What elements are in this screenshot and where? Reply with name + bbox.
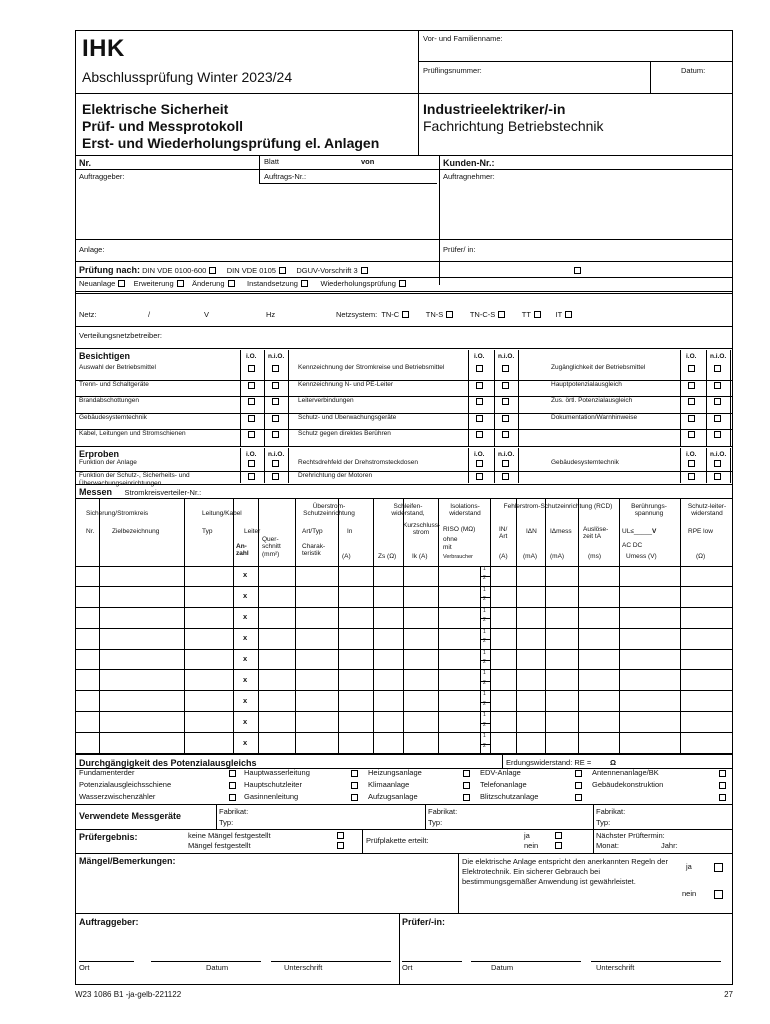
pruefer-label: Prüfer/ in: bbox=[443, 245, 476, 254]
von-label: von bbox=[361, 157, 375, 166]
h-querschnitt: Quer-schnitt (mm²) bbox=[262, 536, 281, 558]
geraet1-typ: Typ: bbox=[219, 818, 234, 827]
messen-header: Sicherung/Stromkreis Leitung/Kabel Überstrom-Schutzeinrichtung Schleifen-widerstand, Isolations-widerstand Fehlerstrom-Schutzeinrichtung (RCD) Berührungs-spannung Schutz-leiter-widerstand Nr. Zielbezeichnung Typ Leiter An-zahl Quer-schnitt (mm²) Art/Typ Charak-teristik In (A) Kurzschluss-strom Zs (Ω) Ik (A) RISO (MΩ) ohne mit Verbraucher IN/ Art (A) IΔN (mA) IΔmess (mA) Auslöse-zeit tA (ms) UL≤_____V AC DC Umess (V) RPE low (Ω) bbox=[76, 498, 733, 566]
vnb-label: Verteilungsnetzbetreiber: bbox=[79, 331, 162, 340]
job-title: Industrieelektriker/-in bbox=[423, 101, 566, 117]
erproben-item: Funktion der Schutz-, Sicherheits- und Überwachungseinrichtungen bbox=[79, 472, 190, 487]
netzsystem-label: Netzsystem: bbox=[336, 310, 378, 319]
besichtigen-io-checkbox[interactable] bbox=[476, 398, 483, 405]
besichtigen-io-checkbox[interactable] bbox=[688, 415, 695, 422]
h-acdc: AC DC bbox=[622, 542, 643, 549]
row-x-marker: x bbox=[243, 674, 248, 684]
wiederholung-checkbox[interactable] bbox=[399, 280, 406, 287]
erproben-item: Funktion der Anlage bbox=[79, 459, 137, 466]
sig2-ort: Ort bbox=[402, 963, 413, 972]
h-rpe-unit: (Ω) bbox=[696, 553, 706, 560]
h-rpe: RPE low bbox=[688, 528, 713, 535]
h-typ: Typ bbox=[202, 528, 213, 535]
besichtigen-nio-checkbox[interactable] bbox=[502, 398, 509, 405]
plakette-nein-checkbox[interactable] bbox=[555, 842, 562, 849]
potential-item-2-0: Heizungsanlage bbox=[368, 768, 422, 777]
h-umess: Umess (V) bbox=[626, 553, 657, 560]
potential-checkbox-0-1[interactable] bbox=[229, 782, 236, 789]
plakette-label: Prüfplakette erteilt: bbox=[366, 836, 429, 845]
besichtigen-nio-checkbox[interactable] bbox=[714, 398, 721, 405]
page-number: 27 bbox=[724, 990, 733, 999]
sig1-unterschrift: Unterschrift bbox=[284, 963, 323, 972]
compliance-nein-checkbox[interactable] bbox=[714, 890, 723, 899]
extra-norm-checkbox[interactable] bbox=[574, 267, 581, 274]
potential-checkbox-1-1[interactable] bbox=[351, 782, 358, 789]
h-idn-unit: (mA) bbox=[523, 553, 538, 560]
sig1-ort: Ort bbox=[79, 963, 90, 972]
riso-mit-index: 2 bbox=[483, 638, 486, 645]
besichtigen-io-header-0: i.O. bbox=[246, 353, 257, 360]
potential-checkbox-3-2[interactable] bbox=[575, 794, 582, 801]
type-wiederholung: Wiederholungsprüfung bbox=[320, 279, 396, 288]
riso-ohne-index: 1 bbox=[483, 607, 486, 614]
h-ul: UL≤ bbox=[622, 528, 634, 535]
potential-checkbox-0-2[interactable] bbox=[229, 794, 236, 801]
potential-checkbox-1-2[interactable] bbox=[351, 794, 358, 801]
row-x-marker: x bbox=[243, 612, 248, 622]
potential-item-0-2: Wasserzwischenzähler bbox=[79, 792, 156, 801]
riso-mit-index: 2 bbox=[483, 575, 486, 582]
besichtigen-nio-header-1: n.i.O. bbox=[498, 353, 515, 360]
erproben-io-header-1: i.O. bbox=[474, 451, 485, 458]
potential-checkbox-3-0[interactable] bbox=[575, 770, 582, 777]
compliance-ja: ja bbox=[686, 862, 692, 871]
potential-checkbox-2-2[interactable] bbox=[463, 794, 470, 801]
besichtigen-item: Dokumentation/Warnhinweise bbox=[551, 413, 638, 421]
besichtigen-io-checkbox[interactable] bbox=[248, 365, 255, 372]
h-ausloese: Auslöse-zeit tA bbox=[583, 526, 609, 541]
tnc-checkbox[interactable] bbox=[402, 311, 409, 318]
potential-item-4-1: Gebäudekonstruktion bbox=[592, 780, 664, 789]
erder-label: Erdungswiderstand: RE = bbox=[506, 758, 592, 767]
erproben-io-checkbox[interactable] bbox=[248, 460, 255, 467]
type-aenderung: Änderung bbox=[192, 279, 225, 288]
erproben-io-checkbox[interactable] bbox=[688, 460, 695, 467]
h-mit: mit bbox=[443, 544, 452, 551]
potential-item-1-0: Hauptwasserleitung bbox=[244, 768, 310, 777]
erproben-item: Gebäudesystemtechnik bbox=[551, 459, 619, 466]
sig2-unterschrift: Unterschrift bbox=[596, 963, 635, 972]
potential-item-1-1: Hauptschutzleiter bbox=[244, 780, 302, 789]
netz-slash: / bbox=[148, 310, 151, 319]
geraet3-fabrikat: Fabrikat: bbox=[596, 807, 626, 816]
netz-hz: Hz bbox=[266, 310, 276, 319]
h-schutzleiter: Schutz-leiter-widerstand bbox=[687, 503, 727, 518]
h-inart-unit: (A) bbox=[499, 553, 508, 560]
besichtigen-io-checkbox[interactable] bbox=[248, 398, 255, 405]
h-ul-unit: V bbox=[651, 528, 657, 535]
h-imess: IΔmess bbox=[550, 528, 572, 535]
besichtigen-io-checkbox[interactable] bbox=[688, 398, 695, 405]
besichtigen-item: Hauptpotenzialausgleich bbox=[551, 380, 622, 388]
date-label: Datum: bbox=[681, 66, 706, 75]
potential-item-3-1: Telefonanlage bbox=[480, 780, 527, 789]
besichtigen-nio-checkbox[interactable] bbox=[714, 415, 721, 422]
h-charakteristik: Charak-teristik bbox=[302, 543, 326, 558]
h-isolation: Isolations-widerstand bbox=[449, 503, 481, 518]
besichtigen-item: Brandabschottungen bbox=[79, 397, 139, 404]
besichtigen-nio-checkbox[interactable] bbox=[502, 431, 509, 438]
h-idn: IΔN bbox=[526, 528, 537, 535]
riso-ohne-index: 1 bbox=[483, 712, 486, 719]
erproben-title: Erproben bbox=[79, 449, 120, 459]
name-label: Vor- und Familienname: bbox=[423, 34, 503, 43]
dguv-checkbox[interactable] bbox=[361, 267, 368, 274]
neuanlage-checkbox[interactable] bbox=[118, 280, 125, 287]
riso-mit-index: 2 bbox=[483, 658, 486, 665]
besichtigen-item: Kennzeichnung N- und PE-Leiter bbox=[298, 380, 394, 388]
besichtigen-io-checkbox[interactable] bbox=[688, 382, 695, 389]
h-fehlerstrom: Fehlerstrom-Schutzeinrichtung (RCD) bbox=[503, 503, 613, 510]
blatt-label: Blatt bbox=[264, 157, 280, 166]
din-0100-label: DIN VDE 0100-600 bbox=[142, 266, 207, 275]
riso-ohne-index: 1 bbox=[483, 649, 486, 656]
potential-item-3-2: Blitzschutzanlage bbox=[480, 792, 539, 801]
erproben-io-checkbox[interactable] bbox=[476, 473, 483, 480]
riso-mit-index: 2 bbox=[483, 721, 486, 728]
system-tncs: TN-C-S bbox=[469, 310, 496, 319]
kunden-nr-label: Kunden-Nr.: bbox=[443, 158, 495, 168]
auftraggeber-label: Auftraggeber: bbox=[79, 172, 125, 181]
aenderung-checkbox[interactable] bbox=[228, 280, 235, 287]
h-leitung: Leitung/Kabel bbox=[202, 510, 242, 517]
erweiterung-checkbox[interactable] bbox=[177, 280, 184, 287]
h-ausloese-unit: (ms) bbox=[588, 553, 601, 560]
besichtigen-nio-checkbox[interactable] bbox=[272, 431, 279, 438]
it-checkbox[interactable] bbox=[565, 311, 572, 318]
erproben-nio-header-1: n.i.O. bbox=[498, 451, 515, 458]
besichtigen-item: Trenn- und Schaltgeräte bbox=[79, 380, 149, 388]
row-x-marker: x bbox=[243, 591, 248, 601]
h-verbraucher: Verbraucher bbox=[443, 554, 473, 560]
plakette-ja-checkbox[interactable] bbox=[555, 832, 562, 839]
erproben-io-header-2: i.O. bbox=[686, 451, 697, 458]
tncs-checkbox[interactable] bbox=[498, 311, 505, 318]
instandsetzung-checkbox[interactable] bbox=[301, 280, 308, 287]
erproben-nio-checkbox[interactable] bbox=[272, 460, 279, 467]
candidate-id-label: Prüflingsnummer: bbox=[423, 66, 482, 75]
maengel-title: Mängel/Bemerkungen: bbox=[79, 856, 176, 866]
jahr-label: Jahr: bbox=[661, 841, 678, 850]
netz-label: Netz: bbox=[79, 310, 97, 319]
riso-ohne-index: 1 bbox=[483, 566, 486, 572]
system-tt: TT bbox=[521, 310, 531, 319]
potential-item-2-2: Aufzugsanlage bbox=[368, 792, 418, 801]
h-imess-unit: (mA) bbox=[550, 553, 565, 560]
erproben-nio-checkbox[interactable] bbox=[502, 473, 509, 480]
erder-unit: Ω bbox=[610, 758, 617, 767]
h-sicherung: Sicherung/Stromkreis bbox=[86, 510, 149, 517]
plakette-nein: nein bbox=[524, 841, 539, 850]
geraet1-fabrikat: Fabrikat: bbox=[219, 807, 249, 816]
sig-pruefer-title: Prüfer/-in: bbox=[402, 917, 446, 927]
riso-mit-index: 2 bbox=[483, 596, 486, 603]
riso-mit-index: 2 bbox=[483, 742, 486, 749]
protocol-form bbox=[75, 30, 733, 985]
erproben-nio-header-2: n.i.O. bbox=[710, 451, 727, 458]
besichtigen-nio-checkbox[interactable] bbox=[502, 365, 509, 372]
besichtigen-item: Leiterverbindungen bbox=[298, 397, 354, 404]
h-ohne: ohne bbox=[443, 536, 458, 543]
besichtigen-nio-header-0: n.i.O. bbox=[268, 353, 285, 360]
row-x-marker: x bbox=[243, 716, 248, 726]
h-in: In bbox=[347, 528, 353, 535]
dguv-label: DGUV-Vorschrift 3 bbox=[296, 266, 358, 275]
erproben-io-header-0: i.O. bbox=[246, 451, 257, 458]
potential-checkbox-0-0[interactable] bbox=[229, 770, 236, 777]
sig1-datum: Datum bbox=[206, 963, 229, 972]
geraete-title: Verwendete Messgeräte bbox=[79, 811, 182, 821]
protocol-title-3: Erst- und Wiederholungsprüfung el. Anlagen bbox=[82, 135, 380, 151]
verteiler-label: Stromkreisverteiler-Nr.: bbox=[124, 488, 202, 497]
erproben-item: Rechtsdrehfeld der Drehstromsteckdosen bbox=[298, 459, 418, 466]
riso-mit-index: 2 bbox=[483, 679, 486, 686]
page-footer bbox=[75, 990, 733, 999]
potential-checkbox-4-1[interactable] bbox=[719, 782, 726, 789]
besichtigen-io-checkbox[interactable] bbox=[688, 431, 695, 438]
h-ik: Ik (A) bbox=[412, 553, 428, 560]
h-arttyp: Art/Typ bbox=[302, 528, 323, 535]
pruefung-label: Prüfung nach: bbox=[79, 265, 140, 275]
erproben-item: Drehrichtung der Motoren bbox=[298, 472, 373, 479]
nr-label: Nr. bbox=[79, 158, 92, 168]
erproben-io-checkbox[interactable] bbox=[476, 460, 483, 467]
keine-maengel-label: keine Mängel festgestellt bbox=[188, 831, 271, 840]
maengel-label: Mängel festgestellt bbox=[188, 841, 251, 850]
sig2-datum: Datum bbox=[491, 963, 514, 972]
h-anzahl: An-zahl bbox=[236, 543, 249, 558]
potential-section bbox=[76, 768, 733, 804]
potential-checkbox-4-2[interactable] bbox=[719, 794, 726, 801]
besichtigen-nio-checkbox[interactable] bbox=[272, 415, 279, 422]
potential-checkbox-2-1[interactable] bbox=[463, 782, 470, 789]
besichtigen-item: Auswahl der Betriebsmittel bbox=[79, 364, 156, 371]
besichtigen-item: Zugänglichkeit der Betriebsmittel bbox=[551, 364, 646, 371]
compliance-statement: Die elektrische Anlage entspricht den anerkannten Regeln der Elektrotechnik. Ein sicherer Gebrauch bei bestimmungsgemäßer Anwendung ist gewährleistet. bbox=[462, 857, 668, 886]
compliance-ja-checkbox[interactable] bbox=[714, 863, 723, 872]
besichtigen-io-checkbox[interactable] bbox=[688, 365, 695, 372]
besichtigen-nio-checkbox[interactable] bbox=[502, 415, 509, 422]
erproben-nio-checkbox[interactable] bbox=[714, 460, 721, 467]
job-specialization: Fachrichtung Betriebstechnik bbox=[423, 118, 604, 134]
keine-maengel-checkbox[interactable] bbox=[337, 832, 344, 839]
besichtigen-nio-checkbox[interactable] bbox=[714, 365, 721, 372]
besichtigen-nio-checkbox[interactable] bbox=[272, 398, 279, 405]
geraet2-typ: Typ: bbox=[428, 818, 443, 827]
tt-checkbox[interactable] bbox=[534, 311, 541, 318]
besichtigen-nio-checkbox[interactable] bbox=[272, 365, 279, 372]
type-neuanlage: Neuanlage bbox=[79, 279, 116, 288]
erproben-io-checkbox[interactable] bbox=[248, 473, 255, 480]
protocol-title-2: Prüf- und Messprotokoll bbox=[82, 118, 243, 134]
auftragnehmer-label: Auftragnehmer: bbox=[443, 172, 495, 181]
maengel-checkbox[interactable] bbox=[337, 842, 344, 849]
riso-mit-index: 2 bbox=[483, 700, 486, 707]
monat-label: Monat: bbox=[596, 841, 619, 850]
besichtigen-nio-checkbox[interactable] bbox=[272, 382, 279, 389]
type-instandsetzung: Instandsetzung bbox=[247, 279, 298, 288]
besichtigen-section bbox=[76, 350, 733, 446]
besichtigen-io-header-2: i.O. bbox=[686, 353, 697, 360]
row-x-marker: x bbox=[243, 737, 248, 747]
besichtigen-title: Besichtigen bbox=[79, 351, 131, 361]
erproben-nio-checkbox[interactable] bbox=[502, 460, 509, 467]
besichtigen-io-checkbox[interactable] bbox=[476, 431, 483, 438]
potential-item-0-0: Fundamenterder bbox=[79, 768, 135, 777]
besichtigen-item: Kennzeichnung der Stromkreise und Betriebsmittel bbox=[298, 364, 445, 371]
h-schleifen: Schleifen-widerstand, bbox=[391, 503, 425, 518]
row-x-marker: x bbox=[243, 570, 248, 580]
netz-v: V bbox=[204, 310, 210, 319]
h-zs: Zs (Ω) bbox=[378, 553, 397, 560]
besichtigen-item: Kabel, Leitungen und Stromschienen bbox=[79, 430, 186, 437]
org-logo-text: IHK bbox=[82, 35, 125, 62]
compliance-nein: nein bbox=[682, 889, 697, 898]
din-0105-checkbox[interactable] bbox=[279, 267, 286, 274]
h-riso: RISO (MΩ) bbox=[443, 526, 476, 533]
potential-item-2-1: Klimaanlage bbox=[368, 780, 410, 789]
geraet3-typ: Typ: bbox=[596, 818, 611, 827]
besichtigen-nio-checkbox[interactable] bbox=[714, 431, 721, 438]
row-x-marker: x bbox=[243, 695, 248, 705]
anlage-label: Anlage: bbox=[79, 245, 105, 254]
messen-title: Messen bbox=[79, 487, 113, 497]
erproben-io-checkbox[interactable] bbox=[688, 473, 695, 480]
h-in-unit: (A) bbox=[342, 553, 351, 560]
besichtigen-io-checkbox[interactable] bbox=[476, 365, 483, 372]
riso-ohne-index: 1 bbox=[483, 628, 486, 635]
plakette-ja: ja bbox=[524, 831, 530, 840]
ergebnis-title: Prüfergebnis: bbox=[79, 832, 138, 842]
geraet2-fabrikat: Fabrikat: bbox=[428, 807, 458, 816]
erproben-section bbox=[76, 448, 733, 487]
potential-item-0-1: Potenzialausgleichsschiene bbox=[79, 780, 172, 789]
riso-ohne-index: 1 bbox=[483, 586, 486, 593]
erproben-nio-checkbox[interactable] bbox=[714, 473, 721, 480]
din-0100-checkbox[interactable] bbox=[209, 267, 216, 274]
potential-checkbox-1-0[interactable] bbox=[351, 770, 358, 777]
riso-mit-index: 2 bbox=[483, 617, 486, 624]
besichtigen-io-checkbox[interactable] bbox=[476, 415, 483, 422]
tns-checkbox[interactable] bbox=[446, 311, 453, 318]
besichtigen-io-header-1: i.O. bbox=[474, 353, 485, 360]
h-kurzschluss: Kurzschluss-strom bbox=[403, 522, 441, 537]
riso-ohne-index: 1 bbox=[483, 733, 486, 740]
potential-item-4-0: Antennenanlage/BK bbox=[592, 768, 659, 777]
erproben-nio-header-0: n.i.O. bbox=[268, 451, 285, 458]
sig-auftraggeber-title: Auftraggeber: bbox=[79, 917, 139, 927]
besichtigen-io-checkbox[interactable] bbox=[248, 431, 255, 438]
besichtigen-item: Gebäudesystemtechnik bbox=[79, 413, 147, 421]
system-it: IT bbox=[555, 310, 563, 319]
besichtigen-io-checkbox[interactable] bbox=[476, 382, 483, 389]
h-leiter: Leiter bbox=[244, 528, 261, 535]
potential-checkbox-4-0[interactable] bbox=[719, 770, 726, 777]
system-tns: TN-S bbox=[425, 310, 444, 319]
besichtigen-nio-checkbox[interactable] bbox=[714, 382, 721, 389]
besichtigen-item: Zus. örtl. Potenzialausgleich bbox=[551, 397, 633, 404]
erproben-nio-checkbox[interactable] bbox=[272, 473, 279, 480]
h-ueberstrom: Überstrom-Schutzeinrichtung bbox=[303, 503, 355, 518]
besichtigen-nio-checkbox[interactable] bbox=[502, 382, 509, 389]
potential-item-1-2: Gasinnenleitung bbox=[244, 792, 299, 801]
h-ziel: Zielbezeichnung bbox=[112, 528, 160, 535]
auftrags-nr-label: Auftrags-Nr.: bbox=[264, 172, 307, 181]
form-code: W23 1086 B1 -ja-gelb-221122 bbox=[75, 990, 182, 999]
besichtigen-item: Schutz gegen direktes Berühren bbox=[298, 430, 391, 437]
din-0105-label: DIN VDE 0105 bbox=[226, 266, 276, 275]
potential-checkbox-2-0[interactable] bbox=[463, 770, 470, 777]
system-tnc: TN-C bbox=[381, 310, 400, 319]
row-x-marker: x bbox=[243, 633, 248, 643]
h-beruehrung: Berührungs-spannung bbox=[631, 503, 667, 518]
protocol-title-1: Elektrische Sicherheit bbox=[82, 101, 229, 117]
potential-item-3-0: EDV-Anlage bbox=[480, 768, 521, 777]
riso-ohne-index: 1 bbox=[483, 691, 486, 698]
type-erweiterung: Erweiterung bbox=[133, 279, 174, 288]
besichtigen-nio-header-2: n.i.O. bbox=[710, 353, 727, 360]
exam-title: Abschlussprüfung Winter 2023/24 bbox=[82, 69, 293, 85]
h-inart: IN/ Art bbox=[499, 526, 508, 541]
row-x-marker: x bbox=[243, 653, 248, 663]
potential-checkbox-3-1[interactable] bbox=[575, 782, 582, 789]
besichtigen-item: Schutz- und Überwachungsgeräte bbox=[298, 413, 397, 421]
naechster-termin-label: Nächster Prüftermin: bbox=[596, 831, 665, 840]
potential-title: Durchgängigkeit des Potenzialausgleichs bbox=[79, 758, 257, 768]
riso-ohne-index: 1 bbox=[483, 670, 486, 677]
besichtigen-io-checkbox[interactable] bbox=[248, 382, 255, 389]
h-nr: Nr. bbox=[86, 528, 95, 535]
besichtigen-io-checkbox[interactable] bbox=[248, 415, 255, 422]
